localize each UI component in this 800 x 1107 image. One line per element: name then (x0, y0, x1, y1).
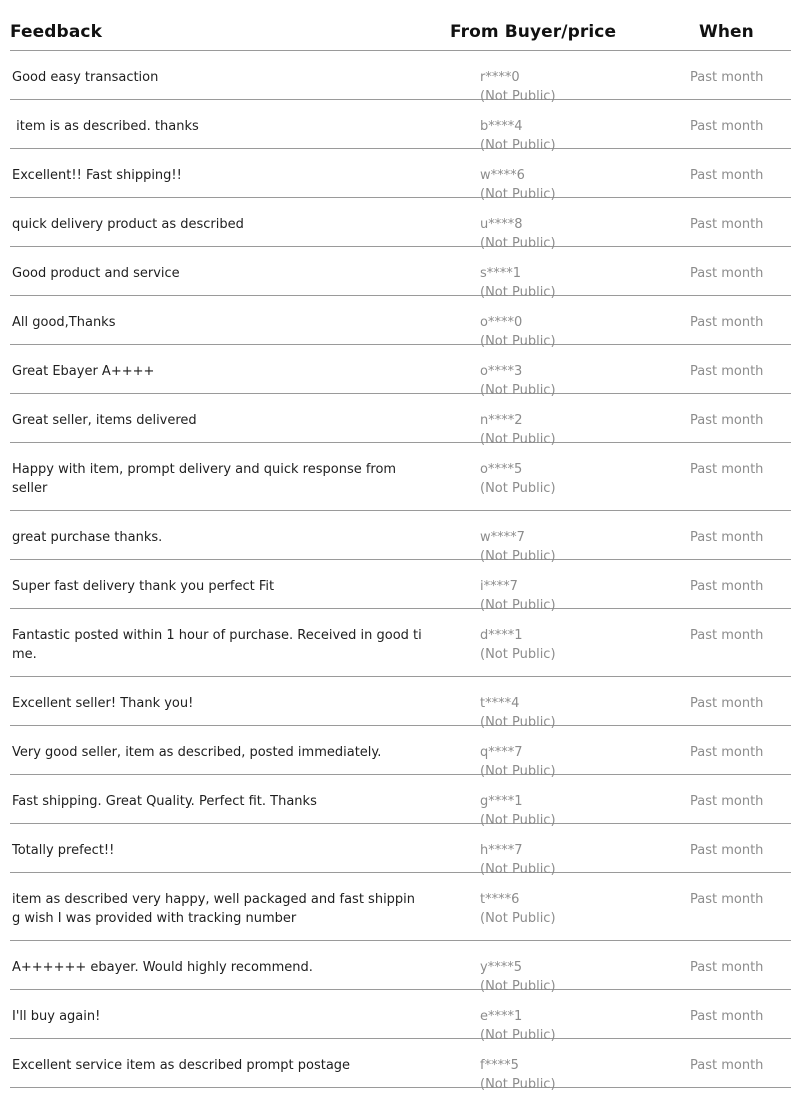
feedback-when: Past month (690, 579, 764, 594)
feedback-comment: Happy with item, prompt delivery and quick response from seller (12, 462, 397, 496)
buyer-visibility: (Not Public) (480, 549, 556, 564)
buyer-visibility: (Not Public) (480, 1077, 556, 1092)
buyer-visibility: (Not Public) (480, 481, 556, 496)
buyer-id: i****7 (480, 579, 518, 594)
table-row (10, 51, 791, 104)
table-row (10, 443, 791, 511)
table-row (10, 100, 791, 153)
table-row (10, 609, 791, 677)
feedback-comment: great purchase thanks. (12, 530, 163, 545)
buyer-id: t****4 (480, 696, 520, 711)
buyer-visibility: (Not Public) (480, 979, 556, 994)
feedback-comment: Great seller, items delivered (12, 413, 197, 428)
feedback-when: Past month (690, 168, 764, 183)
buyer-visibility: (Not Public) (480, 715, 556, 730)
buyer-id: y****5 (480, 960, 522, 975)
feedback-comment: item is as described. thanks (12, 119, 199, 134)
column-header-feedback: Feedback (10, 22, 102, 42)
feedback-when: Past month (690, 892, 764, 907)
feedback-when: Past month (690, 696, 764, 711)
buyer-id: n****2 (480, 413, 523, 428)
feedback-comment: Excellent seller! Thank you! (12, 696, 194, 711)
buyer-cell (480, 460, 556, 498)
buyer-id: d****1 (480, 628, 523, 643)
buyer-cell (480, 890, 556, 928)
table-row (10, 824, 791, 877)
table-row (10, 677, 791, 730)
buyer-id: o****5 (480, 462, 523, 477)
buyer-id: w****6 (480, 168, 525, 183)
buyer-id: g****1 (480, 794, 523, 809)
table-row (10, 775, 791, 828)
feedback-when: Past month (690, 119, 764, 134)
feedback-when: Past month (690, 1058, 764, 1073)
feedback-comment: I'll buy again! (12, 1009, 101, 1024)
buyer-visibility: (Not Public) (480, 285, 556, 300)
table-row (10, 560, 791, 613)
buyer-id: q****7 (480, 745, 523, 760)
feedback-when: Past month (690, 530, 764, 545)
table-row (10, 873, 791, 941)
table-row (10, 990, 791, 1043)
feedback-comment: A++++++ ebayer. Would highly recommend. (12, 960, 313, 975)
feedback-comment: Good product and service (12, 266, 180, 281)
table-row (10, 149, 791, 202)
feedback-when: Past month (690, 266, 764, 281)
table-row (10, 726, 791, 779)
feedback-comment: Great Ebayer A++++ (12, 364, 155, 379)
buyer-id: t****6 (480, 892, 520, 907)
buyer-visibility: (Not Public) (480, 598, 556, 613)
buyer-id: b****4 (480, 119, 523, 134)
buyer-id: e****1 (480, 1009, 523, 1024)
buyer-visibility: (Not Public) (480, 647, 556, 662)
feedback-when: Past month (690, 462, 764, 477)
buyer-visibility: (Not Public) (480, 1028, 556, 1043)
buyer-visibility: (Not Public) (480, 862, 556, 877)
feedback-when: Past month (690, 1009, 764, 1024)
feedback-comment: Excellent!! Fast shipping!! (12, 168, 182, 183)
feedback-comment: item as described very happy, well packaged and fast shipping wish I was provided with tracking number (12, 892, 416, 926)
table-row (10, 1039, 791, 1092)
buyer-id: s****1 (480, 266, 522, 281)
feedback-when: Past month (690, 843, 764, 858)
buyer-visibility: (Not Public) (480, 432, 556, 447)
table-row (10, 345, 791, 398)
column-header-buyer-price: From Buyer/price (450, 22, 617, 42)
buyer-visibility: (Not Public) (480, 764, 556, 779)
feedback-when: Past month (690, 315, 764, 330)
feedback-comment: Totally prefect!! (12, 843, 115, 858)
buyer-visibility: (Not Public) (480, 383, 556, 398)
buyer-id: o****0 (480, 315, 523, 330)
feedback-comment: Fast shipping. Great Quality. Perfect fit. Thanks (12, 794, 317, 809)
feedback-when: Past month (690, 628, 764, 643)
buyer-cell (480, 626, 556, 664)
feedback-when: Past month (690, 745, 764, 760)
feedback-when: Past month (690, 70, 764, 85)
feedback-comment: Fantastic posted within 1 hour of purchase. Received in good time. (12, 628, 422, 662)
feedback-comment: Excellent service item as described prompt postage (12, 1058, 351, 1073)
table-row (10, 394, 791, 447)
column-header-when: When (699, 22, 754, 42)
feedback-when: Past month (690, 364, 764, 379)
feedback-comment: Super fast delivery thank you perfect Fit (12, 579, 275, 594)
buyer-id: w****7 (480, 530, 525, 545)
buyer-visibility: (Not Public) (480, 813, 556, 828)
table-row (10, 247, 791, 300)
table-header (10, 14, 791, 51)
buyer-id: r****0 (480, 70, 520, 85)
feedback-when: Past month (690, 217, 764, 232)
buyer-visibility: (Not Public) (480, 138, 556, 153)
buyer-id: f****5 (480, 1058, 519, 1073)
table-row (10, 296, 791, 349)
buyer-visibility: (Not Public) (480, 236, 556, 251)
buyer-visibility: (Not Public) (480, 334, 556, 349)
buyer-id: h****7 (480, 843, 523, 858)
buyer-id: o****3 (480, 364, 523, 379)
table-row (10, 941, 791, 994)
feedback-when: Past month (690, 960, 764, 975)
table-row (10, 511, 791, 564)
buyer-id: u****8 (480, 217, 523, 232)
feedback-when: Past month (690, 794, 764, 809)
feedback-comment: Very good seller, item as described, posted immediately. (12, 745, 382, 760)
feedback-table (10, 14, 791, 1092)
table-row (10, 198, 791, 251)
feedback-comment: quick delivery product as described (12, 217, 244, 232)
buyer-cell (480, 1056, 556, 1094)
feedback-when: Past month (690, 413, 764, 428)
feedback-comment: All good,Thanks (12, 315, 116, 330)
feedback-comment: Good easy transaction (12, 70, 159, 85)
buyer-visibility: (Not Public) (480, 187, 556, 202)
buyer-visibility: (Not Public) (480, 89, 556, 104)
buyer-visibility: (Not Public) (480, 911, 556, 926)
